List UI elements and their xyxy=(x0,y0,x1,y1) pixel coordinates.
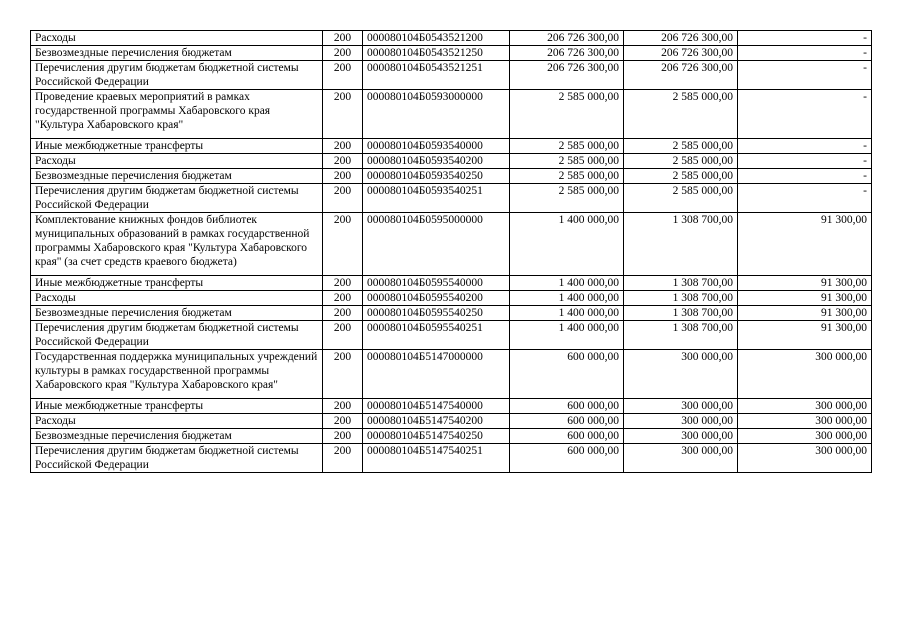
row-code-cell: 200 xyxy=(323,321,363,350)
approved-amount-cell: 2 585 000,00 xyxy=(510,90,624,139)
budget-classification-code-cell: 000080104Б5147540000 xyxy=(363,399,510,414)
row-code-cell: 200 xyxy=(323,139,363,154)
row-code-cell: 200 xyxy=(323,291,363,306)
budget-classification-code-cell: 000080104Б0595000000 xyxy=(363,213,510,276)
budget-classification-code-cell: 000080104Б0595540251 xyxy=(363,321,510,350)
executed-amount-cell: 206 726 300,00 xyxy=(624,31,738,46)
table-row xyxy=(31,291,872,306)
approved-amount-cell: 1 400 000,00 xyxy=(510,321,624,350)
row-code-cell: 200 xyxy=(323,213,363,276)
executed-amount-cell: 300 000,00 xyxy=(624,429,738,444)
table-row xyxy=(31,90,872,139)
row-code-cell: 200 xyxy=(323,184,363,213)
executed-amount-cell: 300 000,00 xyxy=(624,399,738,414)
executed-amount-cell: 2 585 000,00 xyxy=(624,184,738,213)
budget-classification-code-cell: 000080104Б0593540000 xyxy=(363,139,510,154)
approved-amount-cell: 206 726 300,00 xyxy=(510,46,624,61)
executed-amount-cell: 206 726 300,00 xyxy=(624,61,738,90)
approved-amount-cell: 2 585 000,00 xyxy=(510,184,624,213)
unexecuted-amount-cell: - xyxy=(738,169,872,184)
row-name-cell: Безвозмездные перечисления бюджетам xyxy=(31,429,323,444)
row-name-cell: Комплектование книжных фондов библиотек муниципальных образований в рамках государственной программы Хабаровского края "Культура Хабаровского края" (за счет средств краевого бюджета) xyxy=(31,213,323,276)
row-name-cell: Расходы xyxy=(31,154,323,169)
approved-amount-cell: 1 400 000,00 xyxy=(510,213,624,276)
unexecuted-amount-cell: - xyxy=(738,90,872,139)
budget-classification-code-cell: 000080104Б0543521250 xyxy=(363,46,510,61)
executed-amount-cell: 1 308 700,00 xyxy=(624,276,738,291)
executed-amount-cell: 300 000,00 xyxy=(624,444,738,473)
budget-classification-code-cell: 000080104Б0595540000 xyxy=(363,276,510,291)
row-code-cell: 200 xyxy=(323,429,363,444)
unexecuted-amount-cell: - xyxy=(738,184,872,213)
table-row xyxy=(31,139,872,154)
row-code-cell: 200 xyxy=(323,46,363,61)
row-code-cell: 200 xyxy=(323,31,363,46)
table-row xyxy=(31,350,872,399)
row-name-cell: Безвозмездные перечисления бюджетам xyxy=(31,169,323,184)
executed-amount-cell: 2 585 000,00 xyxy=(624,154,738,169)
table-row xyxy=(31,276,872,291)
approved-amount-cell: 2 585 000,00 xyxy=(510,154,624,169)
unexecuted-amount-cell: 91 300,00 xyxy=(738,321,872,350)
executed-amount-cell: 1 308 700,00 xyxy=(624,306,738,321)
row-name-cell: Расходы xyxy=(31,414,323,429)
budget-classification-code-cell: 000080104Б5147540250 xyxy=(363,429,510,444)
row-name-cell: Перечисления другим бюджетам бюджетной системы Российской Федерации xyxy=(31,444,323,473)
row-name-cell: Расходы xyxy=(31,291,323,306)
budget-classification-code-cell: 000080104Б0595540250 xyxy=(363,306,510,321)
row-code-cell: 200 xyxy=(323,399,363,414)
table-row xyxy=(31,213,872,276)
unexecuted-amount-cell: 91 300,00 xyxy=(738,306,872,321)
row-name-cell: Перечисления другим бюджетам бюджетной системы Российской Федерации xyxy=(31,184,323,213)
unexecuted-amount-cell: 300 000,00 xyxy=(738,414,872,429)
table-row xyxy=(31,31,872,46)
row-code-cell: 200 xyxy=(323,154,363,169)
unexecuted-amount-cell: - xyxy=(738,46,872,61)
row-name-cell: Безвозмездные перечисления бюджетам xyxy=(31,46,323,61)
table-row xyxy=(31,321,872,350)
unexecuted-amount-cell: 300 000,00 xyxy=(738,350,872,399)
table-row xyxy=(31,306,872,321)
row-code-cell: 200 xyxy=(323,306,363,321)
row-code-cell: 200 xyxy=(323,90,363,139)
budget-classification-code-cell: 000080104Б5147540251 xyxy=(363,444,510,473)
budget-classification-code-cell: 000080104Б5147540200 xyxy=(363,414,510,429)
unexecuted-amount-cell: - xyxy=(738,154,872,169)
approved-amount-cell: 206 726 300,00 xyxy=(510,61,624,90)
executed-amount-cell: 1 308 700,00 xyxy=(624,213,738,276)
unexecuted-amount-cell: - xyxy=(738,61,872,90)
unexecuted-amount-cell: - xyxy=(738,31,872,46)
unexecuted-amount-cell: 300 000,00 xyxy=(738,429,872,444)
executed-amount-cell: 1 308 700,00 xyxy=(624,321,738,350)
row-name-cell: Иные межбюджетные трансферты xyxy=(31,399,323,414)
budget-classification-code-cell: 000080104Б0593540250 xyxy=(363,169,510,184)
approved-amount-cell: 1 400 000,00 xyxy=(510,306,624,321)
executed-amount-cell: 1 308 700,00 xyxy=(624,291,738,306)
approved-amount-cell: 1 400 000,00 xyxy=(510,276,624,291)
row-code-cell: 200 xyxy=(323,61,363,90)
approved-amount-cell: 600 000,00 xyxy=(510,429,624,444)
executed-amount-cell: 300 000,00 xyxy=(624,350,738,399)
row-code-cell: 200 xyxy=(323,414,363,429)
approved-amount-cell: 206 726 300,00 xyxy=(510,31,624,46)
unexecuted-amount-cell: 300 000,00 xyxy=(738,399,872,414)
approved-amount-cell: 600 000,00 xyxy=(510,414,624,429)
approved-amount-cell: 600 000,00 xyxy=(510,350,624,399)
approved-amount-cell: 1 400 000,00 xyxy=(510,291,624,306)
approved-amount-cell: 600 000,00 xyxy=(510,444,624,473)
unexecuted-amount-cell: - xyxy=(738,139,872,154)
budget-classification-code-cell: 000080104Б0593000000 xyxy=(363,90,510,139)
table-row xyxy=(31,61,872,90)
row-name-cell: Проведение краевых мероприятий в рамках государственной программы Хабаровского края "Культура Хабаровского края" xyxy=(31,90,323,139)
executed-amount-cell: 300 000,00 xyxy=(624,414,738,429)
table-row xyxy=(31,399,872,414)
approved-amount-cell: 2 585 000,00 xyxy=(510,169,624,184)
row-code-cell: 200 xyxy=(323,444,363,473)
table-row xyxy=(31,184,872,213)
row-name-cell: Перечисления другим бюджетам бюджетной системы Российской Федерации xyxy=(31,321,323,350)
row-code-cell: 200 xyxy=(323,169,363,184)
table-body xyxy=(31,31,872,473)
row-code-cell: 200 xyxy=(323,350,363,399)
table-row xyxy=(31,414,872,429)
table-row xyxy=(31,46,872,61)
executed-amount-cell: 206 726 300,00 xyxy=(624,46,738,61)
unexecuted-amount-cell: 91 300,00 xyxy=(738,213,872,276)
row-name-cell: Государственная поддержка муниципальных учреждений культуры в рамках государственной программы Хабаровского края "Культура Хабаровского края" xyxy=(31,350,323,399)
budget-classification-code-cell: 000080104Б0543521251 xyxy=(363,61,510,90)
table-row xyxy=(31,444,872,473)
approved-amount-cell: 2 585 000,00 xyxy=(510,139,624,154)
row-name-cell: Безвозмездные перечисления бюджетам xyxy=(31,306,323,321)
row-code-cell: 200 xyxy=(323,276,363,291)
unexecuted-amount-cell: 300 000,00 xyxy=(738,444,872,473)
budget-classification-code-cell: 000080104Б5147000000 xyxy=(363,350,510,399)
row-name-cell: Перечисления другим бюджетам бюджетной системы Российской Федерации xyxy=(31,61,323,90)
executed-amount-cell: 2 585 000,00 xyxy=(624,139,738,154)
executed-amount-cell: 2 585 000,00 xyxy=(624,90,738,139)
table-row xyxy=(31,169,872,184)
budget-classification-code-cell: 000080104Б0543521200 xyxy=(363,31,510,46)
table-row xyxy=(31,154,872,169)
table-row xyxy=(31,429,872,444)
row-name-cell: Иные межбюджетные трансферты xyxy=(31,139,323,154)
budget-classification-code-cell: 000080104Б0593540200 xyxy=(363,154,510,169)
budget-classification-code-cell: 000080104Б0595540200 xyxy=(363,291,510,306)
unexecuted-amount-cell: 91 300,00 xyxy=(738,276,872,291)
approved-amount-cell: 600 000,00 xyxy=(510,399,624,414)
budget-classification-code-cell: 000080104Б0593540251 xyxy=(363,184,510,213)
budget-execution-table xyxy=(30,30,872,473)
unexecuted-amount-cell: 91 300,00 xyxy=(738,291,872,306)
executed-amount-cell: 2 585 000,00 xyxy=(624,169,738,184)
row-name-cell: Иные межбюджетные трансферты xyxy=(31,276,323,291)
row-name-cell: Расходы xyxy=(31,31,323,46)
